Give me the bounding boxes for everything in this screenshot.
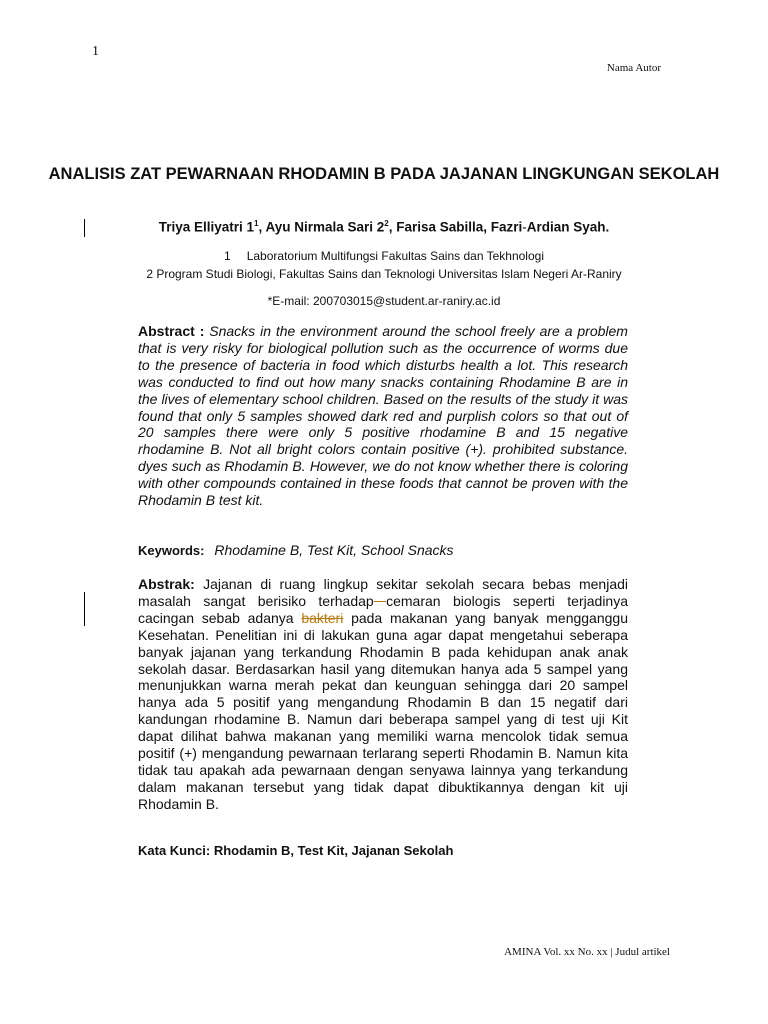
author-email: *E-mail: 200703015@student.ar-raniry.ac.id xyxy=(267,294,501,308)
affiliation-1 xyxy=(0,249,768,263)
abstrak-text-1: Jajanan di ruang lingkup sekitar sekolah secara bebas menjadi masalah sangat berisiko terhadap xyxy=(138,576,629,609)
abstract-text: Snacks in the environment around the school freely are a problem that is very risky for biological pollution such as the occurrence of worms due to the presence of bacteria in food which disturbs health a lot. This research was conducted to find out how many snacks containing Rhodamine B are in the lives of elementary school children. Based on the results of the study it was found that only 5 samples showed dark red and purplish colors so that out of 20 samples there were only 5 positive rhodamine B and 15 negative rhodamine B. Not all bright colors contain positive (+). prohibited substance. dyes such as Rhodamin B. However, we do not know whether there is coloring with other compounds contained in these foods that cannot be proven with the Rhodamin B test kit. xyxy=(138,323,628,509)
tracked-deletion-space xyxy=(374,593,386,609)
abstrak-text-3: pada makanan yang banyak mengganggu Kesehatan. Penelitian ini di lakukan guna agar dapat mengetahui seberapa banyak jajanan yang terkandung Rhodamin B pada kehidupan anak anak sekolah dasar. Berdasarkan hasil yang ditemukan hanya ada 5 sampel yang menunjukkan warna merah pekat dan keunguan sehingga dari 20 sampel hanya ada 5 positif yang mengandung Rhodamin B dan 15 negatif dari kandungan rhodamine B. Namun dari beberapa sampel yang di test uji Kit dapat dilihat bahwa makanan yang memiliki warna mencolok tidak semua positif (+) mengandung pewarnaan terlarang seperti Rhodamin B. Namun kita tidak tau apakah ada pewarnaan dengan senyawa lainnya yang terkandung dalam makanan tersebut yang tidak dapat dibuktikannya dengan kit uji Rhodamin B. xyxy=(138,609,628,812)
author-rest: , Farisa Sabilla, Fazri xyxy=(388,219,523,235)
kata-kunci: Kata Kunci: Rhodamin B, Test Kit, Jajanan Sekolah xyxy=(138,843,454,858)
author-2-affil: 2 xyxy=(384,219,389,228)
author-separator: - xyxy=(522,219,527,235)
paper-title: ANALISIS ZAT PEWARNAAN RHODAMIN B PADA JAJANAN LINGKUNGAN SEKOLAH xyxy=(48,165,720,183)
abstract-english xyxy=(138,323,628,509)
tracked-deletion-word: bakteri xyxy=(301,609,344,626)
affiliation-2: 2 Program Studi Biologi, Fakultas Sains dan Teknologi Universitas Islam Negeri Ar-Raniry xyxy=(146,267,622,281)
keywords xyxy=(138,542,454,558)
author-1: Triya Elliyatri 1 xyxy=(158,219,254,235)
running-author: Nama Autor xyxy=(606,62,661,74)
abstract-label: Abstract : xyxy=(138,323,205,339)
abstract-indonesian xyxy=(138,576,628,813)
author-last: Ardian Syah. xyxy=(526,219,610,235)
keywords-label: Keywords: xyxy=(138,543,205,558)
page-number: 1 xyxy=(92,44,99,59)
author-1-affil: 1 xyxy=(254,219,259,228)
affiliation-1-number: 1 xyxy=(224,249,231,263)
change-bar-abstrak xyxy=(84,592,85,626)
abstrak-label: Abstrak: xyxy=(138,576,195,592)
footer-journal: AMINA Vol. xx No. xx | Judul artikel xyxy=(504,946,670,958)
keywords-value: Rhodamine B, Test Kit, School Snacks xyxy=(214,542,454,558)
author-2: , Ayu Nirmala Sari 2 xyxy=(258,219,385,235)
abstrak-text-2: cemaran biologis seperti terjadinya cacingan sebab adanya xyxy=(138,592,628,626)
affiliation-1-text: Laboratorium Multifungsi Fakultas Sains dan Tekhnologi xyxy=(246,249,544,263)
author-list xyxy=(0,219,768,235)
